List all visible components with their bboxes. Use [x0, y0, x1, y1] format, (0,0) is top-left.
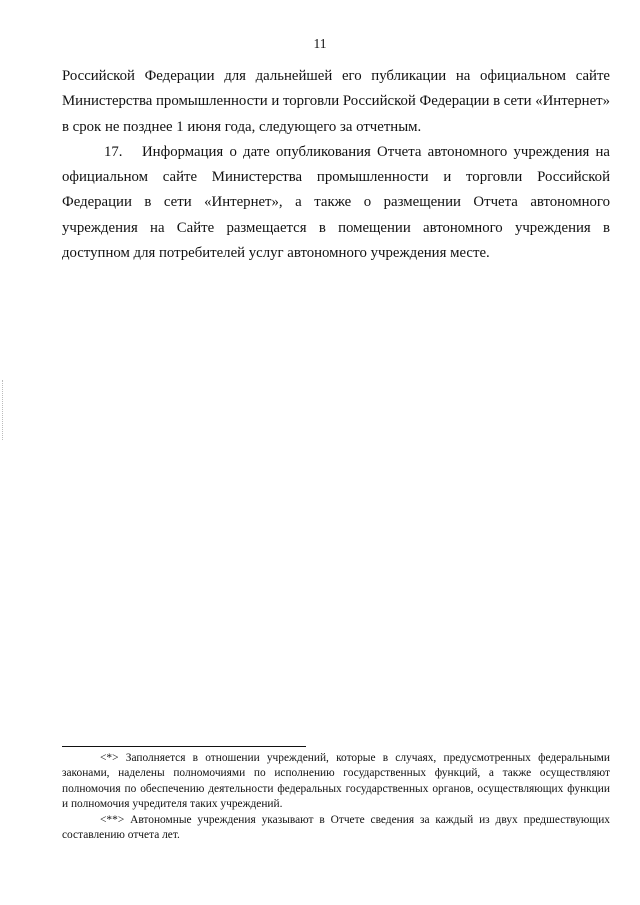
continuation-paragraph: Российской Федерации для дальнейшей его публикации на официальном сайте Министерства промышленности и торговли Российской Федерации в сети «Интернет» в срок не позднее 1 июня года, следующего за отчетным.	[62, 68, 610, 135]
footnotes	[62, 751, 610, 843]
paragraph-number: 17.	[104, 143, 123, 160]
paragraph-17	[62, 140, 610, 266]
footnote-separator	[62, 746, 306, 747]
body-text	[62, 64, 610, 266]
scan-margin-mark	[2, 380, 5, 440]
paragraph-text: Информация о дате опубликования Отчета автономного учреждения на официальном сайте Министерства промышленности и торговли Российской Федерации в сети «Интернет», а также о размещении Отчета автономного учреждения на Сайте размещается в помещении автономного учреждения в доступном для потребителей услуг автономного учреждения месте.	[62, 143, 610, 262]
page-number: 11	[313, 36, 327, 51]
footnote-2: <**> Автономные учреждения указывают в Отчете сведения за каждый из двух предшествующих составлению отчета лет.	[62, 813, 610, 842]
footnote-1: <*> Заполняется в отношении учреждений, которые в случаях, предусмотренных федеральными законами, наделены полномочиями по исполнению государственных функций, а также осуществляют полномочия по обеспечению деятельности федеральных государственных органов, осуществляющих функции и полномочия учредителя таких учреждений.	[62, 752, 610, 811]
